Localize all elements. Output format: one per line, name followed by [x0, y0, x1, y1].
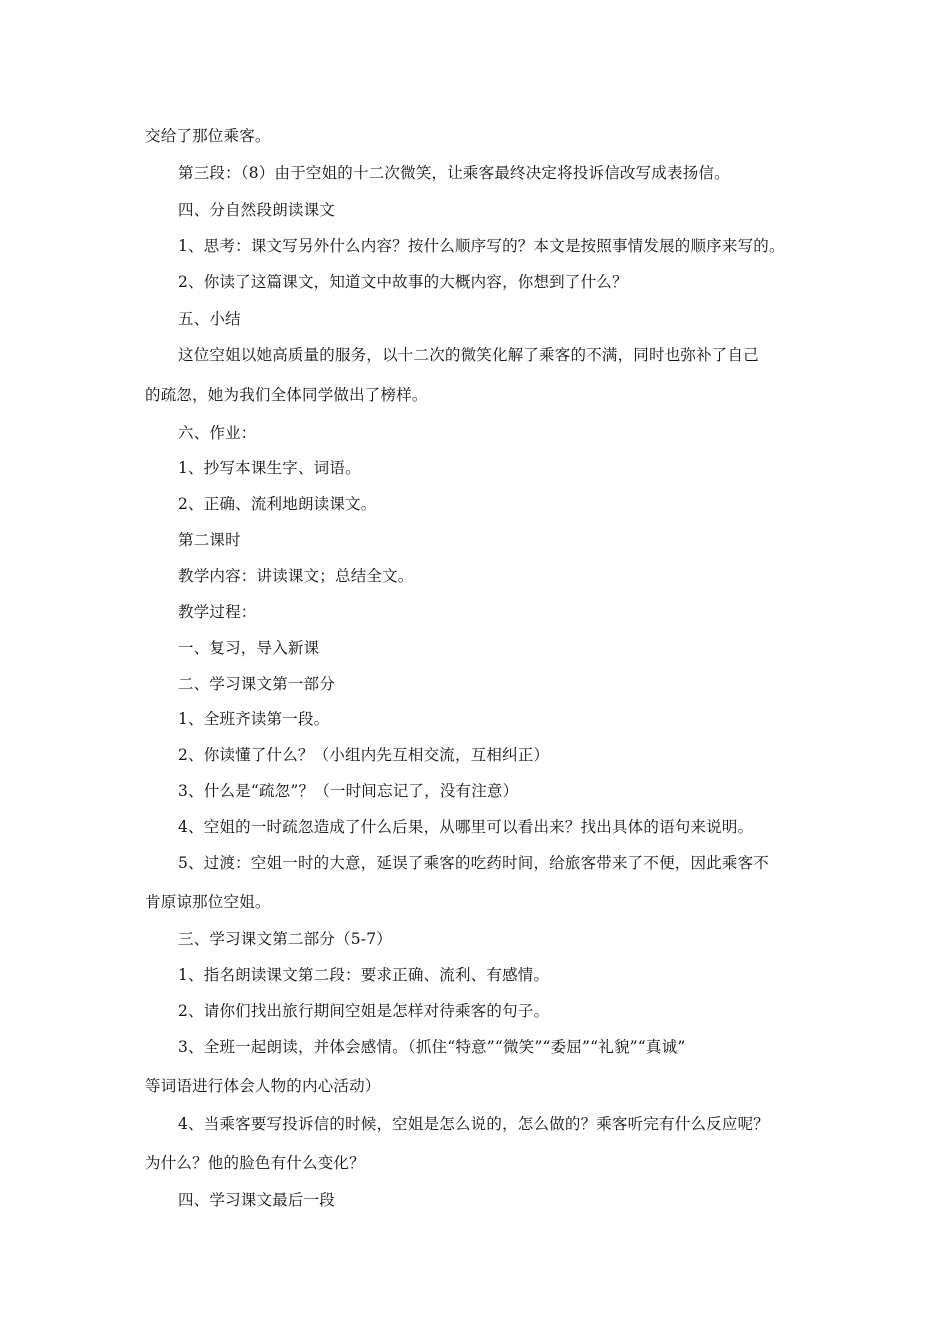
text-line: 1、思考：课文写另外什么内容？按什么顺序写的？本文是按照事情发展的顺序来写的。: [178, 237, 785, 255]
text-line: 教学内容：讲读课文；总结全文。: [178, 567, 414, 585]
text-line: 2、请你们找出旅行期间空姐是怎样对待乘客的句子。: [178, 1002, 550, 1020]
text-line: 等词语进行体会人物的内心活动）: [145, 1077, 381, 1095]
text-line: 第三段：（8）由于空姐的十二次微笑，让乘客最终决定将投诉信改写成表扬信。: [178, 164, 730, 182]
text-line: 为什么？他的脸色有什么变化？: [145, 1154, 365, 1172]
text-line: 2、你读懂了什么？（小组内先互相交流，互相纠正）: [178, 746, 550, 764]
text-line: 1、抄写本课生字、词语。: [178, 459, 361, 477]
section-heading: 五、小结: [178, 310, 241, 328]
section-heading: 二、学习课文第一部分: [178, 675, 336, 693]
text-line: 1、指名朗读课文第二段：要求正确、流利、有感情。: [178, 966, 550, 984]
text-line: 交给了那位乘客。: [145, 127, 271, 145]
section-heading: 四、学习课文最后一段: [178, 1191, 336, 1209]
text-line: 4、当乘客要写投诉信的时候，空姐是怎么说的，怎么做的？乘客听完有什么反应呢？: [178, 1115, 769, 1133]
section-heading: 四、分自然段朗读课文: [178, 201, 336, 219]
text-line: 3、什么是“疏忽”？（一时间忘记了，没有注意）: [178, 782, 519, 800]
text-line: 教学过程：: [178, 603, 257, 621]
text-line: 2、正确、流利地朗读课文。: [178, 495, 377, 513]
section-heading: 第二课时: [178, 531, 241, 549]
text-line: 5、过渡：空姐一时的大意，延误了乘客的吃药时间，给旅客带来了不便，因此乘客不: [178, 854, 769, 872]
text-line: 肯原谅那位空姐。: [145, 893, 271, 911]
text-line: 4、空姐的一时疏忽造成了什么后果，从哪里可以看出来？找出具体的语句来说明。: [178, 818, 754, 836]
section-heading: 三、学习课文第二部分（5-7）: [178, 930, 392, 948]
section-heading: 六、作业：: [178, 424, 257, 442]
text-line: 3、全班一起朗读，并体会感情。（抓住“特意”“微笑”“委屈”“礼貌”“真诚”: [178, 1038, 686, 1056]
text-line: 这位空姐以她高质量的服务，以十二次的微笑化解了乘客的不满，同时也弥补了自己: [178, 346, 759, 364]
section-heading: 一、复习，导入新课: [178, 639, 320, 657]
text-line: 2、你读了这篇课文，知道文中故事的大概内容，你想到了什么？: [178, 273, 628, 291]
text-line: 1、全班齐读第一段。: [178, 710, 330, 728]
text-line: 的疏忽，她为我们全体同学做出了榜样。: [145, 386, 428, 404]
